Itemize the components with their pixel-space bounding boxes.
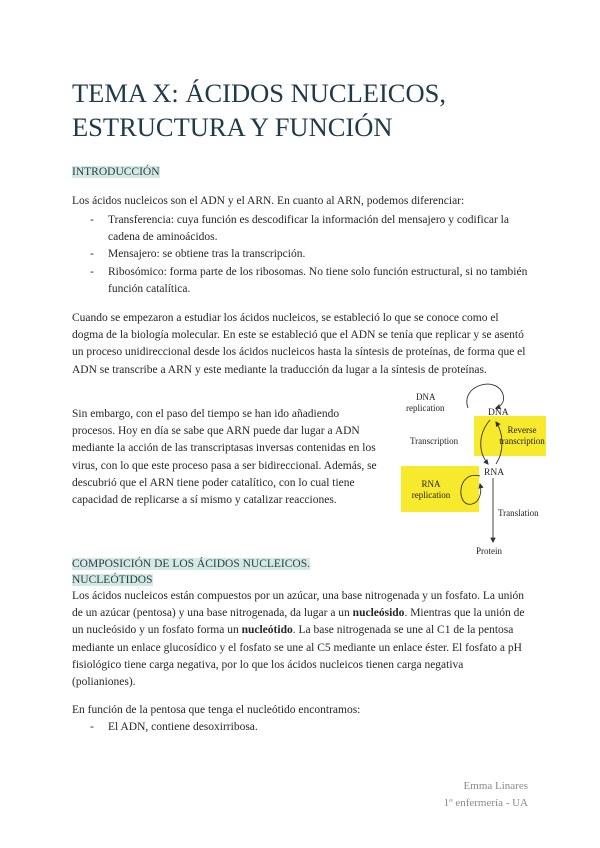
pentose-list bbox=[72, 719, 532, 736]
protein-label: Protein bbox=[476, 546, 502, 556]
rna-replication-label-2: replication bbox=[411, 490, 451, 500]
nucleotides-subheading: NUCLEÓTIDOS bbox=[72, 574, 153, 586]
transcription-label: Transcription bbox=[410, 436, 459, 446]
intro-lead: Los ácidos nucleicos son el ADN y el ARN. En cuanto al ARN, podemos diferenciar: bbox=[72, 195, 465, 207]
translation-label: Translation bbox=[498, 508, 539, 518]
nucleotides-paragraph: Los ácidos nucleicos están compuestos por un azúcar, una base nitrogenada y un fosfato. La unión de un azúcar (pentosa) y una base nitrogenada, da lugar a un nucleósido. Mientras que la unión de un nucleósido y un fosfato forma un nucleótido. La base nitrogenada se une al C1 de la pentosa mediante un enlace glucosídico y el fosfato se une al C5 mediante un enlace éster. El fosfato a pH fisiológico tiene carga negativa, por lo que los ácidos nucleicos tienen carga negativa (polianiones). bbox=[72, 590, 525, 689]
reverse-transcription-label-2: transcription bbox=[499, 436, 545, 446]
list-item: - Mensajero: se obtiene tras la transcripción. bbox=[90, 248, 306, 261]
rna-label: RNA bbox=[484, 468, 505, 478]
intro-heading: INTRODUCCIÓN bbox=[72, 166, 160, 178]
rna-replication-label-1: RNA bbox=[421, 479, 441, 489]
rna-replication-highlight bbox=[401, 466, 479, 512]
title-line-2: ESTRUCTURA Y FUNCIÓN bbox=[72, 112, 393, 142]
dogma-paragraph: Cuando se empezaron a estudiar los ácidos nucleicos, se estableció lo que se conoce como el dogma de la biología molecular. En este se estableció que el ADN se tenía que replicar y se asentó un proceso unidireccional desde los ácidos nucleicos hasta la síntesis de proteínas, de forma que el ADN se transcribe a ARN y este mediante la traducción da lugar a la síntesis de proteínas. bbox=[72, 312, 526, 376]
title-line-1: TEMA X: ÁCIDOS NUCLEICOS, bbox=[72, 78, 446, 108]
reverse-transcription-label-1: Reverse bbox=[507, 425, 537, 435]
footer-author: Emma Linares bbox=[463, 780, 528, 792]
pentose-paragraph: En función de la pentosa que tenga el nucleótido encontramos: bbox=[72, 704, 361, 716]
list-item: - Ribosómico: forma parte de los ribosomas. No tiene solo función estructural, si no también función catalítica. bbox=[90, 265, 528, 295]
reverse-paragraph: Sin embargo, con el paso del tiempo se han ido añadiendo procesos. Hoy en día se sabe que ARN puede dar lugar a ADN mediante la acción de las transcriptasas inversas contenidas en los virus, con lo que este proceso pasa a ser bidireccional. Además, se descubrió que el ARN tiene poder catalítico, con lo cual tiene capacidad de replicarse a sí mismo y catalizar reacciones. bbox=[72, 408, 377, 507]
footer bbox=[444, 778, 528, 812]
list-item: - El ADN, contiene desoxirribosa. bbox=[90, 721, 258, 733]
composition-heading: COMPOSICIÓN DE LOS ÁCIDOS NUCLEICOS. bbox=[72, 558, 311, 570]
dna-label: DNA bbox=[488, 408, 509, 418]
central-dogma-diagram bbox=[398, 382, 548, 558]
footer-course: 1º enfermería - UA bbox=[443, 797, 528, 809]
dna-replication-arrow bbox=[467, 384, 504, 408]
page-title bbox=[72, 76, 542, 144]
dna-replication-label-2: replication bbox=[406, 403, 445, 413]
dna-replication-label-1: DNA bbox=[416, 392, 436, 402]
list-item: - Transferencia: cuya función es descodificar la información del mensajero y codificar la cadena de aminoácidos. bbox=[90, 214, 509, 244]
rna-types-list bbox=[72, 212, 532, 298]
